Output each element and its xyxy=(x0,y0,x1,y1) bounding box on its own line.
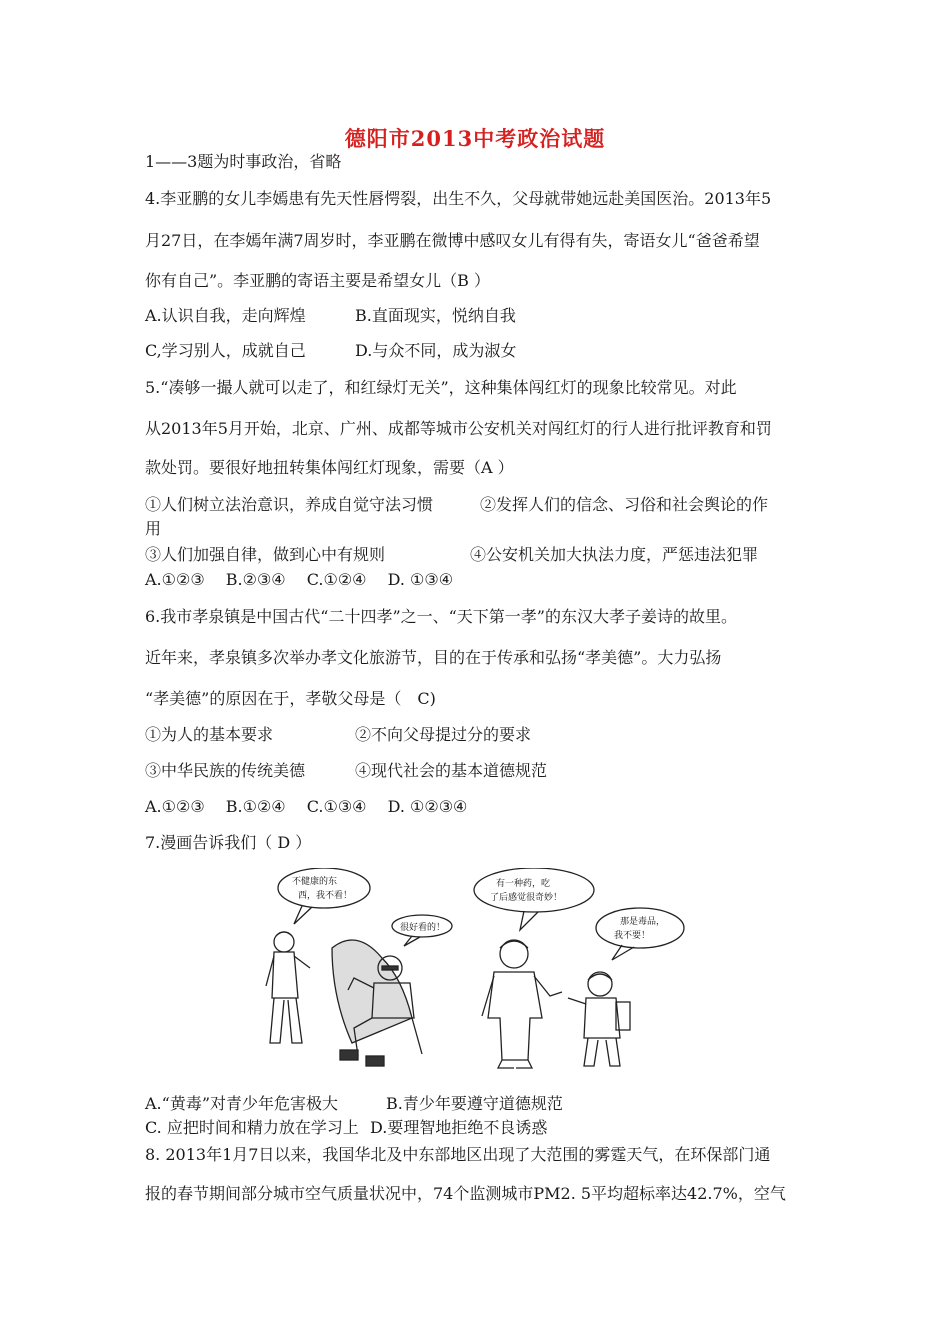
q4-option-a: A.认识自我，走向辉煌 xyxy=(145,306,306,325)
q8-line-2: 报的春节期间部分城市空气质量状况中，74个监测城市PM2. 5平均超标率达42.7%，空气 xyxy=(145,1184,786,1203)
bubble2-text: 很好看的！ xyxy=(400,923,446,933)
q4-line-1: 4.李亚鹏的女儿李嫣患有先天性唇愕裂，出生不久，父母就带她远赴美国医治。2013年5 xyxy=(145,189,772,208)
q4-option-c: C,学习别人，成就自己 xyxy=(145,341,306,360)
bubble3-line1: 有一种药，吃 xyxy=(496,879,551,889)
comic-illustration xyxy=(262,868,690,1072)
seated-vendor-figure xyxy=(332,940,422,1066)
q5-line-3: 款处罚。要很好地扭转集体闯红灯现象，需要（A ） xyxy=(145,458,514,477)
q6-line-3: “孝美德”的原因在于，孝敬父母是（ C) xyxy=(145,689,436,708)
q6-statement-3: ③中华民族的传统美德 xyxy=(145,761,306,780)
page-title: 德阳市2013中考政治试题 xyxy=(344,126,606,151)
bubble3-line2: 了后感觉很奇妙！ xyxy=(490,893,563,903)
q6-options: A.①②③ B.①②④ C.①③④ D. ①②③④ xyxy=(145,797,468,816)
right-boy-figure xyxy=(568,972,630,1066)
q5-statement-4: ④公安机关加大执法力度，严惩违法犯罪 xyxy=(470,545,759,564)
q4-option-d: D.与众不同，成为淑女 xyxy=(355,341,517,360)
left-boy-figure xyxy=(266,932,310,1043)
q4-option-b: B.直面现实，悦纳自我 xyxy=(355,306,516,325)
q4-line-3: 你有自己”。李亚鹏的寄语主要是希望女儿（B ） xyxy=(145,271,491,290)
q6-line-2: 近年来，孝泉镇多次举办孝文化旅游节，目的在于传承和弘扬“孝美德”。大力弘扬 xyxy=(145,648,722,667)
q8-line-1: 8. 2013年1月7日以来，我国华北及中东部地区出现了大范围的雾霆天气，在环保部门通 xyxy=(145,1145,771,1164)
q6-statement-2: ②不向父母提过分的要求 xyxy=(355,725,532,744)
q7-line-1: 7.漫画告诉我们（ D ） xyxy=(145,833,312,852)
q4-line-2: 月27日，在李嫣年满7周岁时，李亚鹏在微博中感叹女儿有得有失，寄语女儿“爸爸希望 xyxy=(145,231,760,250)
intro-line: 1——3题为时事政治，省略 xyxy=(145,152,342,171)
q6-statement-4: ④现代社会的基本道德规范 xyxy=(355,761,548,780)
q5-line-1: 5.“凑够一撮人就可以走了，和红绿灯无关”，这种集体闯红灯的现象比较常见。对此 xyxy=(145,378,737,397)
speech-bubble-4 xyxy=(596,908,684,948)
q5-statement-2: ②发挥人们的信念、习俗和社会舆论的作 xyxy=(480,495,769,514)
speech-bubble-1 xyxy=(278,868,370,908)
q7-option-a: A.“黄毒”对青少年危害极大 xyxy=(145,1094,339,1113)
man-figure xyxy=(482,940,562,1068)
bubble4-line1: 那是毒品， xyxy=(620,917,666,927)
q5-line-2: 从2013年5月开始，北京、广州、成都等城市公安机关对闯红灯的行人进行批评教育和罚 xyxy=(145,419,772,438)
q5-statement-2-cont: 用 xyxy=(145,519,162,538)
q5-options: A.①②③ B.②③④ C.①②④ D. ①③④ xyxy=(145,570,454,589)
bubble4-line2: 我不要！ xyxy=(614,931,651,941)
q5-statement-1: ①人们树立法治意识，养成自觉守法习惯 xyxy=(145,495,434,514)
q5-statement-3: ③人们加强自律，做到心中有规则 xyxy=(145,545,386,564)
q7-option-b: B.青少年要遵守道德规范 xyxy=(386,1094,563,1113)
q7-option-d: D.要理智地拒绝不良诱惑 xyxy=(370,1118,548,1137)
q6-line-1: 6.我市孝泉镇是中国古代“二十四孝”之一、“天下第一孝”的东汉大孝子姜诗的故里。 xyxy=(145,607,737,626)
bubble1-line2: 西，我不看！ xyxy=(298,891,353,901)
bubble1-line1: 不健康的东 xyxy=(292,877,338,887)
q7-option-c: C. 应把时间和精力放在学习上 xyxy=(145,1118,359,1137)
speech-bubble-3 xyxy=(474,868,594,912)
q6-statement-1: ①为人的基本要求 xyxy=(145,725,274,744)
